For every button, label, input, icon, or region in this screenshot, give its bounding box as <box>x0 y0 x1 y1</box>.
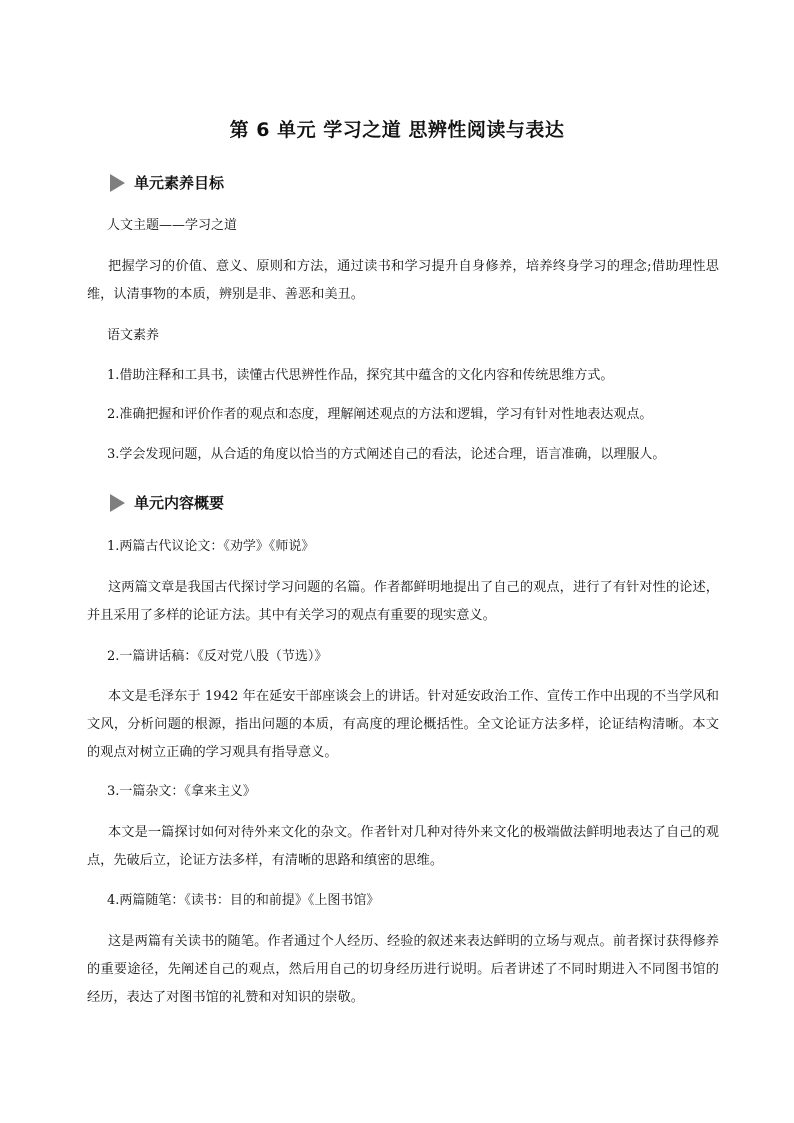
entry-label: 3.一篇杂文：《拿来主义》 <box>107 784 256 799</box>
theme-label: 人文主题——学习之道 <box>107 218 238 233</box>
literacy-item: 2.准确把握和评价作者的观点和态度，理解阐述观点的方法和逻辑，学习有针对性地表达观点。 <box>107 407 653 422</box>
section-heading-label: 单元内容概要 <box>134 494 225 512</box>
literacy-item: 3.学会发现问题，从合适的角度以恰当的方式阐述自己的看法，论述合理，语言准确，以理服人。 <box>107 447 666 462</box>
section-heading-overview <box>110 492 224 513</box>
literacy-label: 语文素养 <box>107 328 160 343</box>
entry-paragraph: 本文是毛泽东于 1942 年在延安干部座谈会上的讲话。针对延安政治工作、宣传工作中出现的不当学风和文风，分析问题的根源，指出问题的本质，有高度的理论概括性。全文论证方法多样，论证结构清晰。本文的观点对树立正确的学习观具有指导意义。 <box>87 689 719 760</box>
entry-paragraph: 这两篇文章是我国古代探讨学习问题的名篇。作者都鲜明地提出了自己的观点，进行了有针对性的论述，并且采用了多样的论证方法。其中有关学习的观点有重要的现实意义。 <box>87 580 719 623</box>
entry-paragraph: 本文是一篇探讨如何对待外来文化的杂文。作者针对几种对待外来文化的极端做法鲜明地表达了自己的观点，先破后立，论证方法多样，有清晰的思路和缜密的思维。 <box>87 825 719 868</box>
section-heading-label: 单元素养目标 <box>134 174 225 192</box>
theme-paragraph: 把握学习的价值、意义、原则和方法，通过读书和学习提升自身修养，培养终身学习的理念;借助理性思维，认清事物的本质，辨别是非、善恶和美丑。 <box>87 259 719 302</box>
entry-label: 2.一篇讲话稿：《反对党八股（节选）》 <box>107 649 328 664</box>
triangle-bullet-icon <box>110 494 125 512</box>
literacy-item: 1.借助注释和工具书，读懂古代思辨性作品，探究其中蕴含的文化内容和传统思维方式。 <box>107 368 614 383</box>
entry-paragraph: 这是两篇有关读书的随笔。作者通过个人经历、经验的叙述来表达鲜明的立场与观点。前者探讨获得修养的重要途径，先阐述自己的观点，然后用自己的切身经历进行说明。后者讲述了不同时期进入不同图书馆的经历，表达了对图书馆的礼赞和对知识的崇敬。 <box>87 934 719 1005</box>
page-title: 第 6 单元 学习之道 思辨性阅读与表达 <box>229 119 565 141</box>
triangle-bullet-icon <box>110 174 125 192</box>
entry-label: 1.两篇古代议论文：《劝学》《师说》 <box>107 539 315 554</box>
section-heading-goals <box>110 172 224 193</box>
entry-label: 4.两篇随笔：《读书：目的和前提》《上图书馆》 <box>107 893 380 908</box>
